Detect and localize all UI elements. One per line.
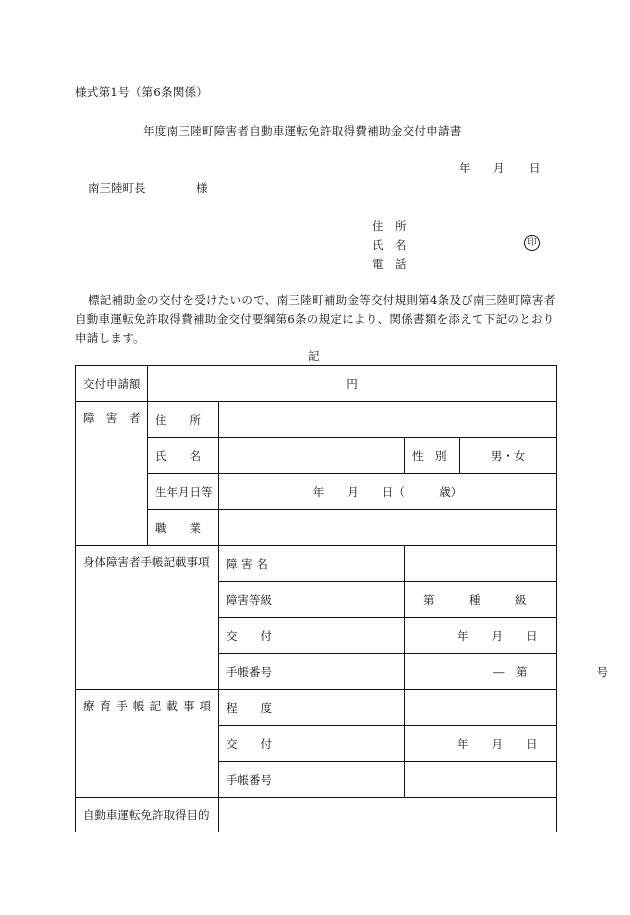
body-text-line-2: 自動車運転免許取得費補助金交付要綱第6条の規定により、関係書類を添えて下記のとおり: [75, 312, 555, 326]
applicant-name-label: 氏 名: [372, 238, 407, 252]
birthdate-label: 生年月日等: [148, 474, 219, 510]
table-row: [76, 402, 557, 438]
birthdate-field[interactable]: 年 月 日（ 歳）: [219, 474, 557, 510]
occupation-field[interactable]: [219, 510, 557, 546]
table-row: [76, 438, 557, 474]
rehab-handbook-label-text: 療育手帳記載事項: [83, 699, 211, 713]
sex-options[interactable]: 男・女: [460, 438, 557, 474]
document-title: 年度南三陸町障害者自動車運転免許取得費補助金交付申請書: [143, 124, 462, 138]
rehab-issued-field[interactable]: 年 月 日: [405, 726, 557, 762]
occupation-label: 職 業: [148, 510, 219, 546]
table-row: [76, 798, 557, 833]
application-table: [75, 365, 608, 832]
addressee-name: 南三陸町長: [88, 181, 146, 195]
disability-grade-field[interactable]: 第 種 級: [405, 582, 557, 618]
date-day: 日: [529, 161, 541, 175]
amount-unit: 円: [346, 376, 358, 391]
purpose-label: 自動車運転免許取得目的: [76, 798, 219, 833]
physical-handbook-label: 身体障害者手帳記載事項: [76, 546, 219, 690]
address-field[interactable]: [219, 402, 557, 438]
date-year: 年: [459, 161, 471, 175]
sex-label: 性 別: [405, 438, 460, 474]
disability-name-field[interactable]: [405, 546, 557, 582]
amount-label: 交付申請額: [76, 366, 148, 402]
rehab-handbook-label: [76, 690, 219, 798]
ki-heading: 記: [308, 349, 320, 363]
handbook-number-field[interactable]: ― 第 号: [405, 654, 557, 690]
addressee-honorific: 様: [196, 181, 208, 195]
address-label: 住 所: [148, 402, 219, 438]
body-text-line-3: 申請します。: [75, 331, 145, 345]
handbook-number-label: 手帳番号: [219, 654, 405, 690]
degree-label: 程 度: [219, 690, 405, 726]
applicant-address-label: 住 所: [372, 219, 407, 233]
disability-grade-label: 障害等級: [219, 582, 405, 618]
table-row: [76, 510, 557, 546]
degree-field[interactable]: [405, 690, 557, 726]
rehab-number-field[interactable]: [405, 762, 557, 798]
purpose-field[interactable]: [219, 798, 557, 833]
body-text-line-1: 標記補助金の交付を受けたいので、南三陸町補助金等交付規則第4条及び南三陸町障害者: [88, 293, 556, 307]
name-field[interactable]: [219, 438, 405, 474]
seal-mark: 印: [524, 235, 540, 251]
issued-field[interactable]: 年 月 日: [405, 618, 557, 654]
table-row: [76, 546, 557, 582]
table-row: [76, 690, 557, 726]
table-row: [76, 474, 557, 510]
date-month: 月: [493, 161, 505, 175]
disabled-person-label: 障 害 者: [76, 402, 148, 546]
name-label: 氏 名: [148, 438, 219, 474]
issued-label: 交 付: [219, 618, 405, 654]
applicant-phone-label: 電 話: [372, 257, 407, 271]
table-row: [76, 366, 557, 402]
disability-name-label: 障 害 名: [219, 546, 405, 582]
rehab-number-label: 手帳番号: [219, 762, 405, 798]
rehab-issued-label: 交 付: [219, 726, 405, 762]
amount-field[interactable]: [148, 366, 557, 402]
form-number: 様式第1号（第6条関係）: [75, 85, 209, 99]
